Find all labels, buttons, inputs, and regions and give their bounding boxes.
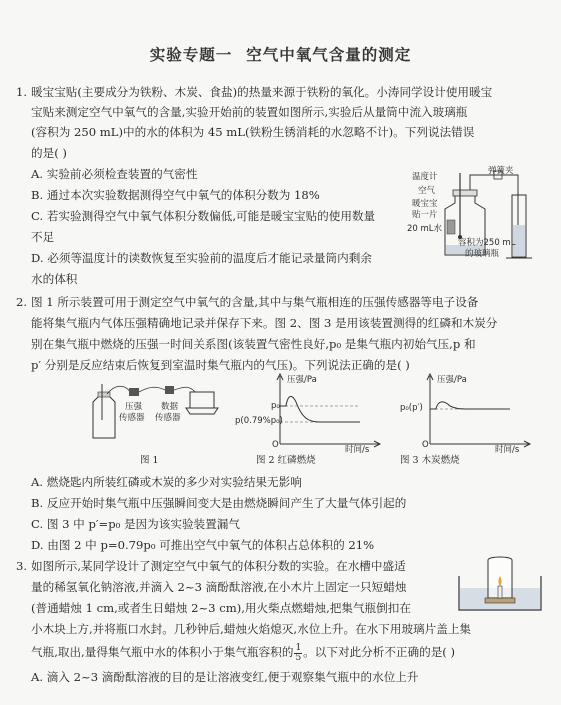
q3-line-3: (普通蜡烛 1 cm,或者生日蜡烛 2~3 cm),用火柴点燃蜡烛,把集气瓶倒扣在 <box>31 601 411 615</box>
q2-option-a[interactable]: A. 燃烧匙内所装红磷或木炭的多少对实验结果无影响 <box>31 475 302 489</box>
fig1-label-water: 20 mL水 <box>407 224 443 234</box>
q3-line-5-text: 气瓶,取出,量得集气瓶中水的体积小于集气瓶容积的 <box>31 645 294 659</box>
q2-fig1-label-sensor1: 压强 <box>125 402 143 412</box>
q3-fraction <box>294 644 302 663</box>
q1-option-d-cont: 水的体积 <box>31 272 78 286</box>
title-part1: 实验专题一 <box>149 46 233 64</box>
q2-fig3-graph <box>420 374 535 449</box>
q2-fig3-p0: p₀(p′) <box>400 403 423 413</box>
q2-line-2: 能将集气瓶内气体压强精确地记录并保存下来。图 2、图 3 是用该装置测得的红磷和木炭分 <box>31 316 498 330</box>
fig1-label-thermometer: 温度计 <box>412 172 438 182</box>
q2-line-4: p′ 分别是反应结束后恢复到室温时集气瓶内的气压)。下列说法正确的是( ) <box>31 358 410 372</box>
q3-option-a[interactable]: A. 滴入 2~3 滴酚酞溶液的目的是让溶液变红,便于观察集气瓶中的水位上升 <box>31 670 419 684</box>
q3-number: 3. <box>16 559 28 573</box>
q1-option-c-cont: 不足 <box>31 230 55 244</box>
q1-line-1: 暖宝宝贴(主要成分为铁粉、木炭、食盐)的热量来源于铁粉的氧化。小涛同学设计使用暖宝 <box>31 85 493 99</box>
q1-number: 1. <box>16 85 28 99</box>
q1-line-3: (容积为 250 mL)中的水的体积为 45 mL(铁粉生锈消耗的水忽略不计)。下列说法错误 <box>31 125 475 139</box>
q3-line-2: 量的稀氢氧化钠溶液,并滴入 2~3 滴酚酞溶液,在小木片上固定一只短蜡烛 <box>31 580 407 594</box>
q3-line-4: 小木块上方,并将瓶口水封。几秒钟后,蜡烛火焰熄灭,水位上升。在水下用玻璃片盖上集 <box>31 622 472 636</box>
q2-fig2-xaxis: 时间/s <box>345 445 370 455</box>
q2-option-c[interactable]: C. 图 3 中 p′=p₀ 是因为该实验装置漏气 <box>31 517 240 531</box>
q2-caption-fig3: 图 3 木炭燃烧 <box>400 455 460 466</box>
q2-fig3-yaxis: 压强/Pa <box>437 375 467 385</box>
q2-caption-fig2: 图 2 红磷燃烧 <box>256 455 316 466</box>
q2-fig1-label-sensor1b: 传感器 <box>119 413 145 423</box>
q2-fig1-label-sensor2: 数据 <box>161 402 179 412</box>
q2-option-d[interactable]: D. 由图 2 中 p=0.79p₀ 可推出空气中氧气的体积占总体积的 21% <box>31 538 375 552</box>
q3-apparatus-figure <box>455 556 545 614</box>
fig1-label-patch: 暖宝宝 <box>412 199 438 209</box>
q3-line-1: 如图所示,某同学设计了测定空气中氧气的体积分数的实验。在水槽中盛适 <box>31 559 406 573</box>
q2-fig1-label-sensor2b: 传感器 <box>155 413 181 423</box>
q3-line-5-tail: 。以下对此分析不正确的是( ) <box>303 645 456 659</box>
q2-fig2-p: p(0.79%p₀) <box>235 416 283 426</box>
q2-option-b[interactable]: B. 反应开始时集气瓶中压强瞬间变大是由燃烧瞬间产生了大量气体引起的 <box>31 496 407 510</box>
q2-fig2-p0: p₀ <box>271 401 280 411</box>
q1-line-4: 的是( ) <box>31 146 67 160</box>
q2-caption-fig1: 图 1 <box>140 455 159 466</box>
q2-line-3: 别在集气瓶中燃烧的压强一时间关系图(该装置气密性良好,p₀ 是集气瓶内初始气压,p 和 <box>31 337 476 351</box>
q1-option-a[interactable]: A. 实验前必须检查装置的气密性 <box>31 167 198 181</box>
fig1-label-air: 空气 <box>418 186 436 196</box>
fig1-label-patch2: 贴一片 <box>412 210 438 220</box>
q1-line-2: 宝贴来测定空气中氧气的含量,实验开始前的装置如图所示,实验后从量筒中流入玻璃瓶 <box>31 105 468 119</box>
q2-fig1-apparatus <box>85 380 220 442</box>
page-title <box>0 43 561 65</box>
fig1-label-bottle: 容积为250 mL <box>458 238 516 248</box>
q2-fig3-xaxis: 时间/s <box>495 445 520 455</box>
q2-fig3-origin: O <box>422 440 429 450</box>
q2-fig2-yaxis: 压强/Pa <box>287 375 317 385</box>
q3-frac-num: 1 <box>295 642 302 653</box>
fig1-label-bottle2: 的玻璃瓶 <box>465 249 500 259</box>
q1-option-c[interactable]: C. 若实验测得空气中氧气体积分数偏低,可能是暖宝宝贴的使用数量 <box>31 209 376 223</box>
q1-option-d[interactable]: D. 必须等温度计的读数恢复至实验前的温度后才能记录量筒内剩余 <box>31 251 372 265</box>
q3-frac-den: 5 <box>295 652 302 663</box>
fig1-label-spring-clamp: 弹簧夹 <box>488 166 514 176</box>
q3-line-5 <box>31 643 455 663</box>
title-part2: 空气中氧气含量的测定 <box>246 46 412 64</box>
q1-option-b[interactable]: B. 通过本次实验数据测得空气中氧气的体积分数为 18% <box>31 188 320 202</box>
q2-line-1: 图 1 所示装置可用于测定空气中氧气的含量,其中与集气瓶相连的压强传感器等电子设备 <box>31 295 479 309</box>
q2-number: 2. <box>16 295 28 309</box>
q2-fig2-origin: O <box>272 440 279 450</box>
q2-fig2-graph <box>270 374 385 449</box>
